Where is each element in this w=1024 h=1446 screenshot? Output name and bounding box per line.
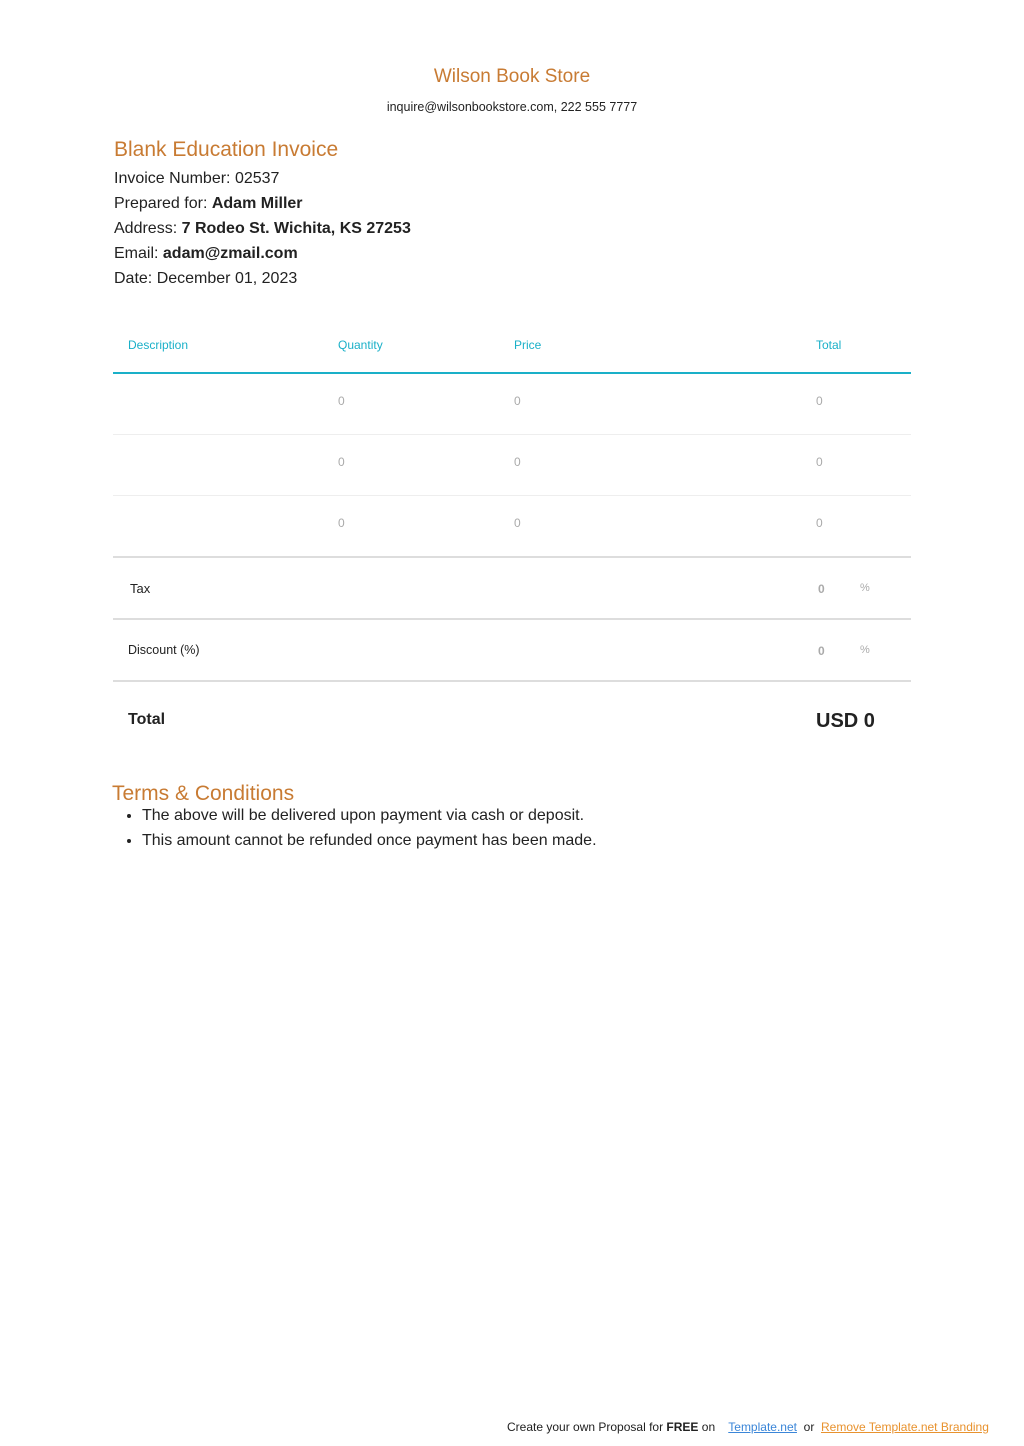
header-price: Price [514,338,542,352]
row2-total: 0 [816,455,823,469]
tax-unit: % [860,582,870,594]
date [114,270,297,288]
discount-value[interactable]: 0 [818,644,825,658]
label: Date: [114,270,153,287]
value: December 01, 2023 [156,270,298,287]
footer-on: on [701,1420,716,1434]
store-contact: inquire@wilsonbookstore.com, 222 555 7777 [386,100,638,114]
terms-item: • The above will be delivered upon payment via cash or deposit. [142,803,597,828]
total-label: Total [128,711,166,728]
label: Invoice Number: [114,170,231,187]
remove-branding-link[interactable]: Remove Template.net Branding [821,1420,989,1434]
header-total: Total [816,338,842,352]
label: Email: [114,245,159,262]
header-quantity: Quantity [338,338,383,352]
tax-label: Tax [130,581,151,596]
label: Prepared for: [114,195,208,212]
row2-price[interactable]: 0 [514,455,521,469]
header-divider [113,372,911,374]
row-divider [113,556,911,558]
row-divider [113,495,911,496]
value: Adam Miller [211,195,303,212]
row1-total: 0 [816,394,823,408]
discount-unit: % [860,644,870,656]
store-name: Wilson Book Store [433,66,591,87]
row2-quantity[interactable]: 0 [338,455,345,469]
row1-quantity[interactable]: 0 [338,394,345,408]
value: 02537 [234,170,280,187]
discount-label: Discount (%) [128,643,200,657]
invoice-title: Blank Education Invoice [114,138,339,161]
row3-total: 0 [816,516,823,530]
row-divider [113,434,911,435]
row3-price[interactable]: 0 [514,516,521,530]
footer-text: Create your own Proposal for [507,1420,664,1434]
tax-value[interactable]: 0 [818,582,825,596]
terms-list [114,803,597,853]
value: adam@zmail.com [162,245,298,262]
row-divider [113,680,911,682]
terms-item: • This amount cannot be refunded once payment has been made. [142,828,597,853]
terms-title: Terms & Conditions [112,782,295,805]
template-link[interactable]: Template.net [728,1420,797,1434]
prepared-for [114,195,303,213]
total-value: USD 0 [816,710,875,732]
header-description: Description [128,338,189,352]
value: 7 Rodeo St. Wichita, KS 27253 [181,220,411,237]
footer-free: FREE [666,1420,699,1434]
footer-or: or [803,1420,815,1434]
email [114,245,298,263]
invoice-number [114,170,279,188]
row3-quantity[interactable]: 0 [338,516,345,530]
address [114,220,411,238]
row-divider [113,618,911,620]
row1-price[interactable]: 0 [514,394,521,408]
label: Address: [114,220,178,237]
footer [507,1420,989,1434]
